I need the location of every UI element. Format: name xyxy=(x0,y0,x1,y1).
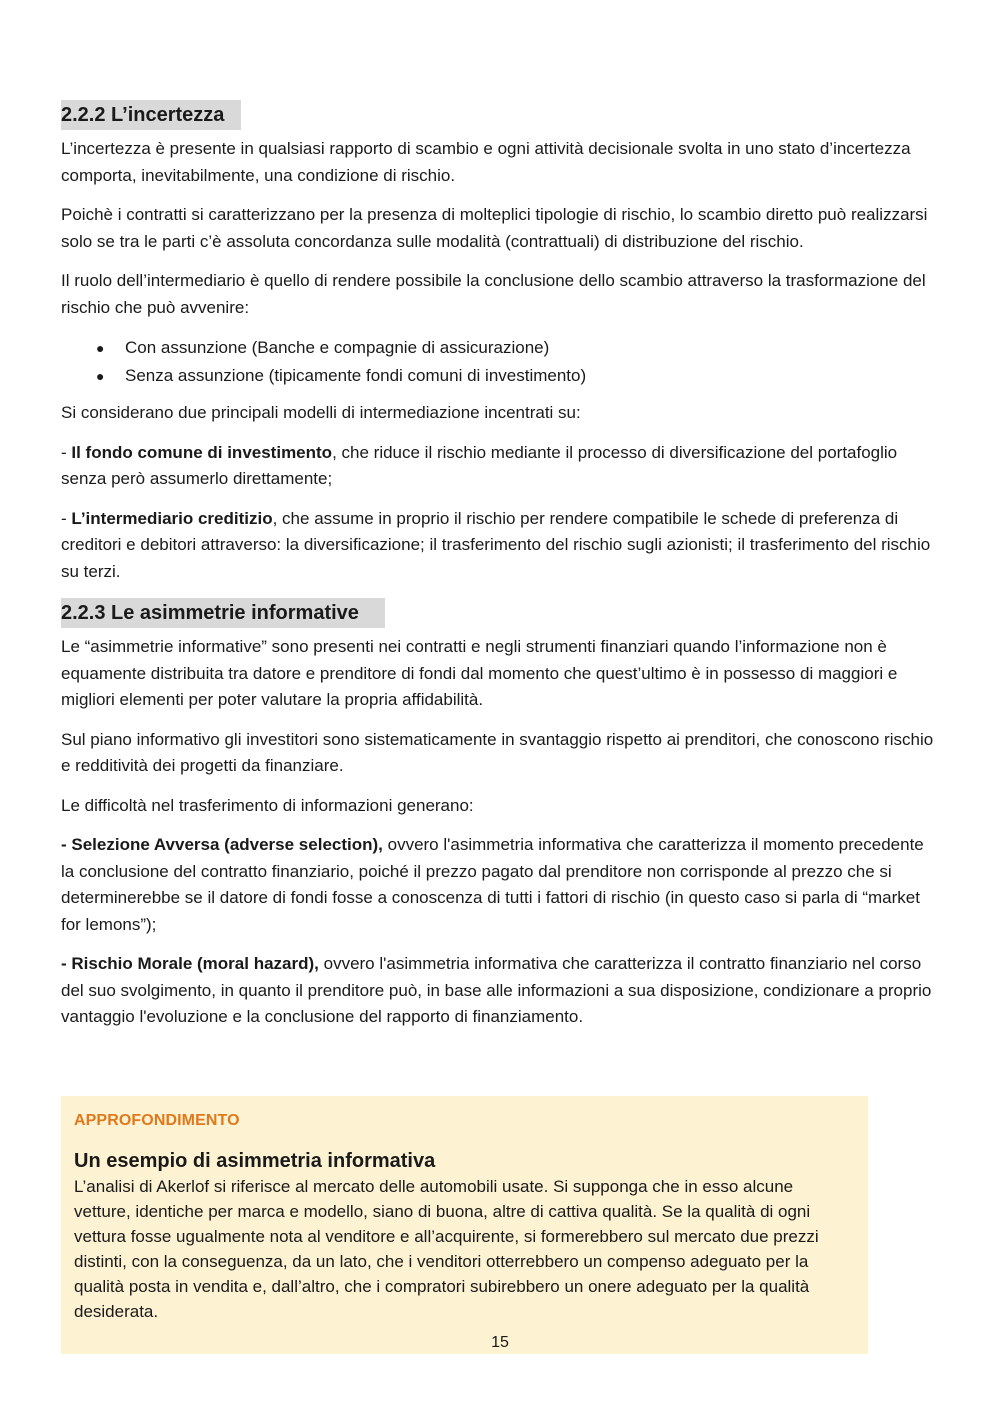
model-item-fondo xyxy=(61,440,939,493)
model-item-title: L’intermediario creditizio xyxy=(71,508,273,528)
dash: - xyxy=(61,442,72,462)
section-heading-incertezza: 2.2.2 L’incertezza xyxy=(61,100,241,130)
bullet-icon: ● xyxy=(96,340,105,356)
approfondimento-box xyxy=(61,1096,868,1354)
model-item-title: Il fondo comune di investimento xyxy=(71,442,333,462)
paragraph: Poichè i contratti si caratterizzano per la presenza di molteplici tipologie di rischio, lo scambio diretto può realizzarsi solo se tra le parti c’è assoluta concordanza sulle modalità (contrattuali) di distribuzione del rischio. xyxy=(61,205,928,251)
list-item-text: Senza assunzione (tipicamente fondi comuni di investimento) xyxy=(125,366,587,385)
page-number: 15 xyxy=(491,1334,509,1351)
model-item-creditizio xyxy=(61,506,939,586)
bullet-list xyxy=(61,334,939,390)
box-text: L’analisi di Akerlof si riferisce al mercato delle automobili usate. Si supponga che in esso alcune vetture, identiche per marca e modello, siano di buona, altre di cattiva qualità. Se la qualità di ogni vettura fosse ugualmente nota al venditore e all’acquirente, si formerebbero sul mercato due prezzi distinti, con la conseguenza, da un lato, che i venditori otterrebbero un compenso adeguato per la qualità posta in vendita e, dall’altro, che i compratori subirebbero un onere adeguato per la qualità desiderata. xyxy=(74,1177,819,1321)
paragraph: Si considerano due principali modelli di intermediazione incentrati su: xyxy=(61,403,581,422)
model-item-text: , che riduce il rischio mediante il processo di diversificazione del portafoglio senza però assumerlo direttamente; xyxy=(61,442,898,488)
list-item xyxy=(96,362,939,390)
bullet-icon: ● xyxy=(96,368,105,384)
paragraph: Sul piano informativo gli investitori sono sistematicamente in svantaggio rispetto ai prenditori, che conoscono rischio e redditività dei progetti da finanziare. xyxy=(61,729,934,775)
paragraph: Il ruolo dell’intermediario è quello di rendere possibile la conclusione dello scambio attraverso la trasformazione del rischio che può avvenire: xyxy=(61,271,926,317)
item-text: ovvero l'asimmetria informativa che caratterizza il momento precedente la conclusione del contratto finanziario, poiché il prezzo pagato dal prenditore non corrisponde al prezzo che si determinerebbe se il datore di fondi fosse a conoscenza di tutti i fattori di rischio (in questo caso si parla di “market for lemons”); xyxy=(61,835,924,934)
list-item-text: Con assunzione (Banche e compagnie di assicurazione) xyxy=(125,338,550,357)
box-tag: APPROFONDIMENTO xyxy=(74,1112,240,1129)
list-item xyxy=(96,334,939,362)
rischio-morale-item xyxy=(61,951,939,1031)
selezione-avversa-item xyxy=(61,832,939,938)
dash: - xyxy=(61,508,72,528)
item-text: ovvero l'asimmetria informativa che caratterizza il contratto finanziario nel corso del suo svolgimento, in quanto il prenditore può, in base alle informazioni a sua disposizione, condizionare a proprio vantaggio l'evoluzione e la conclusione del rapporto di finanziamento. xyxy=(61,954,932,1026)
box-title: Un esempio di asimmetria informativa xyxy=(74,1150,436,1172)
paragraph: L’incertezza è presente in qualsiasi rapporto di scambio e ogni attività decisionale svolta in uno stato d’incertezza comporta, inevitabilmente, una condizione di rischio. xyxy=(61,139,911,185)
section-heading-asimmetrie: 2.2.3 Le asimmetrie informative xyxy=(61,598,385,628)
item-title: - Rischio Morale (moral hazard), xyxy=(61,954,319,973)
paragraph: Le difficoltà nel trasferimento di informazioni generano: xyxy=(61,795,474,815)
paragraph: Le “asimmetrie informative” sono presenti nei contratti e negli strumenti finanziari quando l’informazione non è equamente distribuita tra datore e prenditore di fondi dal momento che quest’ultimo è in possesso di maggiori e migliori elementi per poter valutare la propria affidabilità. xyxy=(61,637,898,709)
document-body xyxy=(61,100,939,1044)
item-title: - Selezione Avversa (adverse selection), xyxy=(61,835,383,854)
model-item-text: , che assume in proprio il rischio per rendere compatibile le schede di preferenza di creditori e debitori attraverso: la diversificazione; il trasferimento del rischio sugli azionisti; il trasferimento del rischio su terzi. xyxy=(61,508,931,581)
